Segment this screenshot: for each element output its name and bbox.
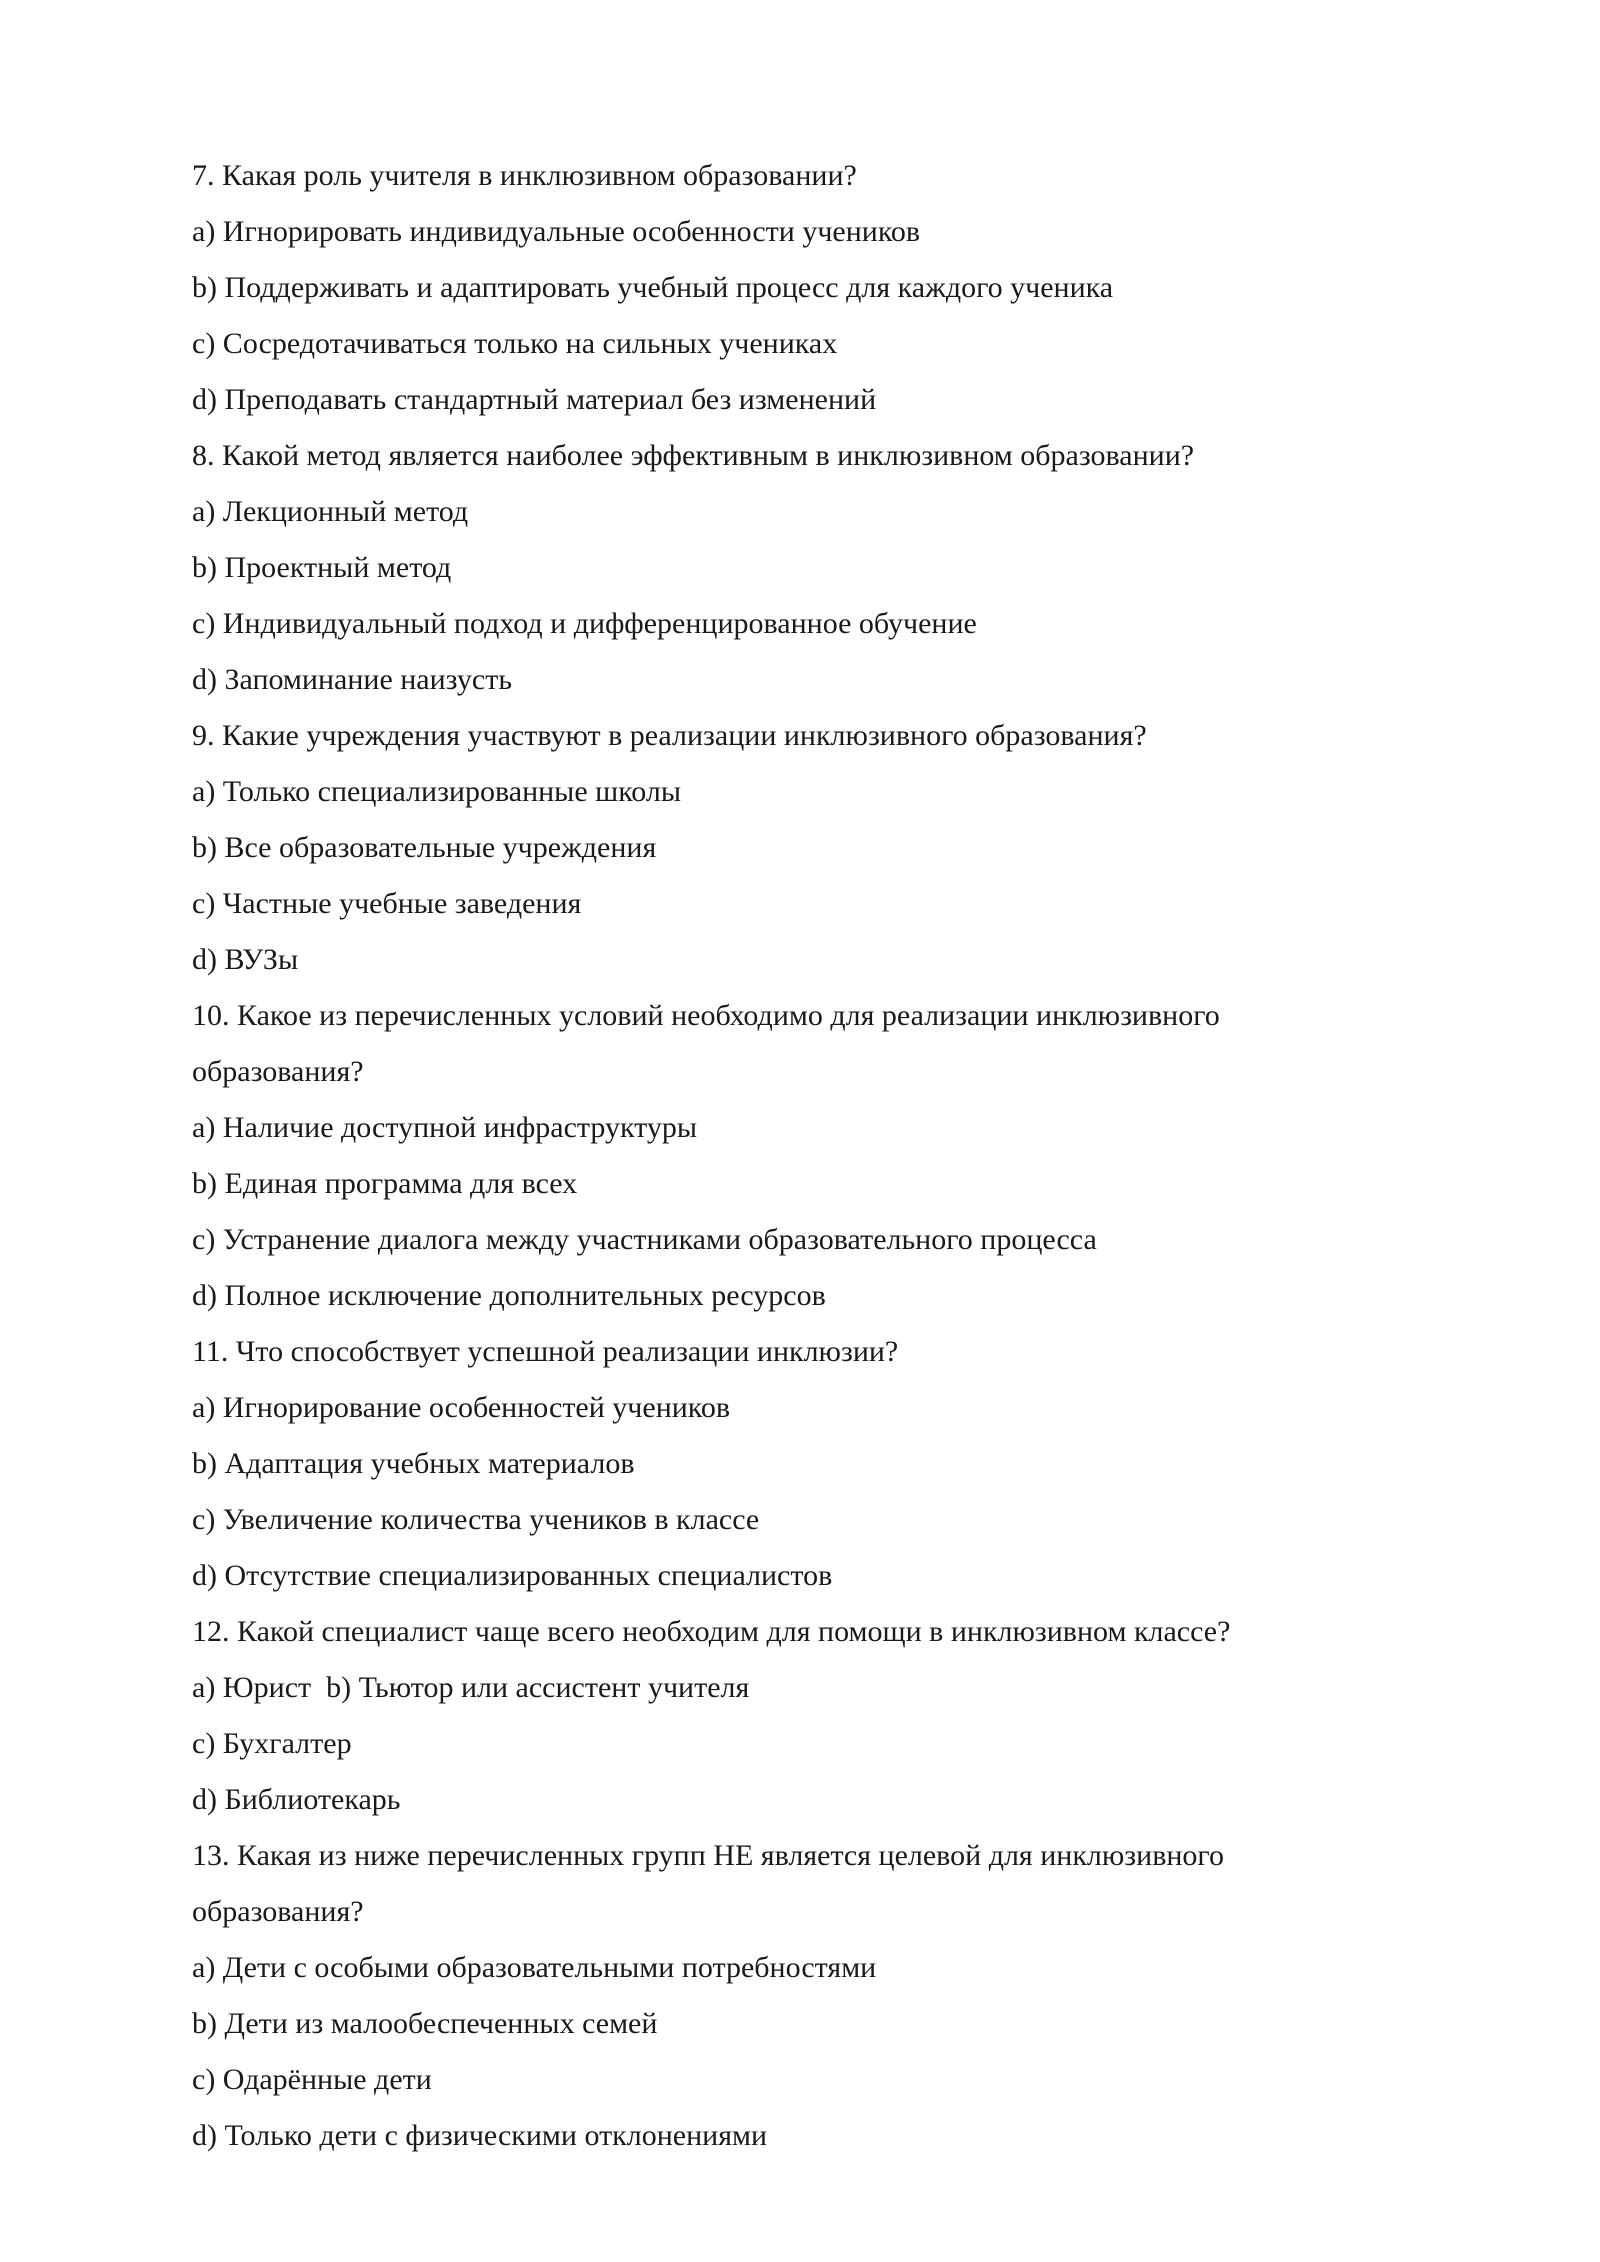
question-10-option-d: d) Полное исключение дополнительных ресурсов bbox=[192, 1279, 826, 1312]
question-13-option-d: d) Только дети с физическими отклонениями bbox=[192, 2119, 768, 2152]
question-12-options-a-b: a) Юрист b) Тьютор или ассистент учителя bbox=[192, 1671, 750, 1704]
question-13-option-c: c) Одарённые дети bbox=[192, 2063, 432, 2096]
question-12-option-d: d) Библиотекарь bbox=[192, 1783, 401, 1816]
question-8-option-d: d) Запоминание наизусть bbox=[192, 663, 513, 696]
question-11-option-d: d) Отсутствие специализированных специалистов bbox=[192, 1559, 833, 1592]
question-10-text-continued: образования? bbox=[192, 1055, 364, 1088]
question-10-option-c: c) Устранение диалога между участниками образовательного процесса bbox=[192, 1223, 1097, 1256]
question-11-text: 11. Что способствует успешной реализации инклюзии? bbox=[192, 1335, 899, 1368]
question-10-option-a: a) Наличие доступной инфраструктуры bbox=[192, 1111, 698, 1144]
question-13-text-continued: образования? bbox=[192, 1895, 364, 1928]
question-13-option-a: a) Дети с особыми образовательными потребностями bbox=[192, 1951, 877, 1984]
question-9-option-c: c) Частные учебные заведения bbox=[192, 887, 582, 920]
question-8-option-c: c) Индивидуальный подход и дифференцированное обучение bbox=[192, 607, 977, 640]
question-7-option-d: d) Преподавать стандартный материал без изменений bbox=[192, 383, 877, 416]
question-12-text: 12. Какой специалист чаще всего необходим для помощи в инклюзивном классе? bbox=[192, 1615, 1231, 1648]
question-11-option-a: a) Игнорирование особенностей учеников bbox=[192, 1391, 731, 1424]
question-9-text: 9. Какие учреждения участвуют в реализации инклюзивного образования? bbox=[192, 719, 1147, 752]
question-8-option-b: b) Проектный метод bbox=[192, 551, 452, 584]
question-8-option-a: a) Лекционный метод bbox=[192, 495, 469, 528]
question-9-option-b: b) Все образовательные учреждения bbox=[192, 831, 657, 864]
question-11-option-b: b) Адаптация учебных материалов bbox=[192, 1447, 635, 1480]
question-9-option-a: a) Только специализированные школы bbox=[192, 775, 682, 808]
question-13-option-b: b) Дети из малообеспеченных семей bbox=[192, 2007, 658, 2040]
question-7-option-a: a) Игнорировать индивидуальные особенности учеников bbox=[192, 215, 921, 248]
question-10-option-b: b) Единая программа для всех bbox=[192, 1167, 578, 1200]
question-11-option-c: c) Увеличение количества учеников в классе bbox=[192, 1503, 760, 1536]
document-body bbox=[192, 148, 1412, 2164]
question-13-text: 13. Какая из ниже перечисленных групп НЕ является целевой для инклюзивного bbox=[192, 1839, 1224, 1872]
question-9-option-d: d) ВУЗы bbox=[192, 943, 299, 976]
question-12-option-c: c) Бухгалтер bbox=[192, 1727, 352, 1760]
question-7-option-b: b) Поддерживать и адаптировать учебный процесс для каждого ученика bbox=[192, 271, 1114, 304]
question-10-text: 10. Какое из перечисленных условий необходимо для реализации инклюзивного bbox=[192, 999, 1220, 1032]
question-7-option-c: c) Сосредотачиваться только на сильных учениках bbox=[192, 327, 838, 360]
question-7-text: 7. Какая роль учителя в инклюзивном образовании? bbox=[192, 159, 857, 192]
question-8-text: 8. Какой метод является наиболее эффективным в инклюзивном образовании? bbox=[192, 439, 1195, 472]
